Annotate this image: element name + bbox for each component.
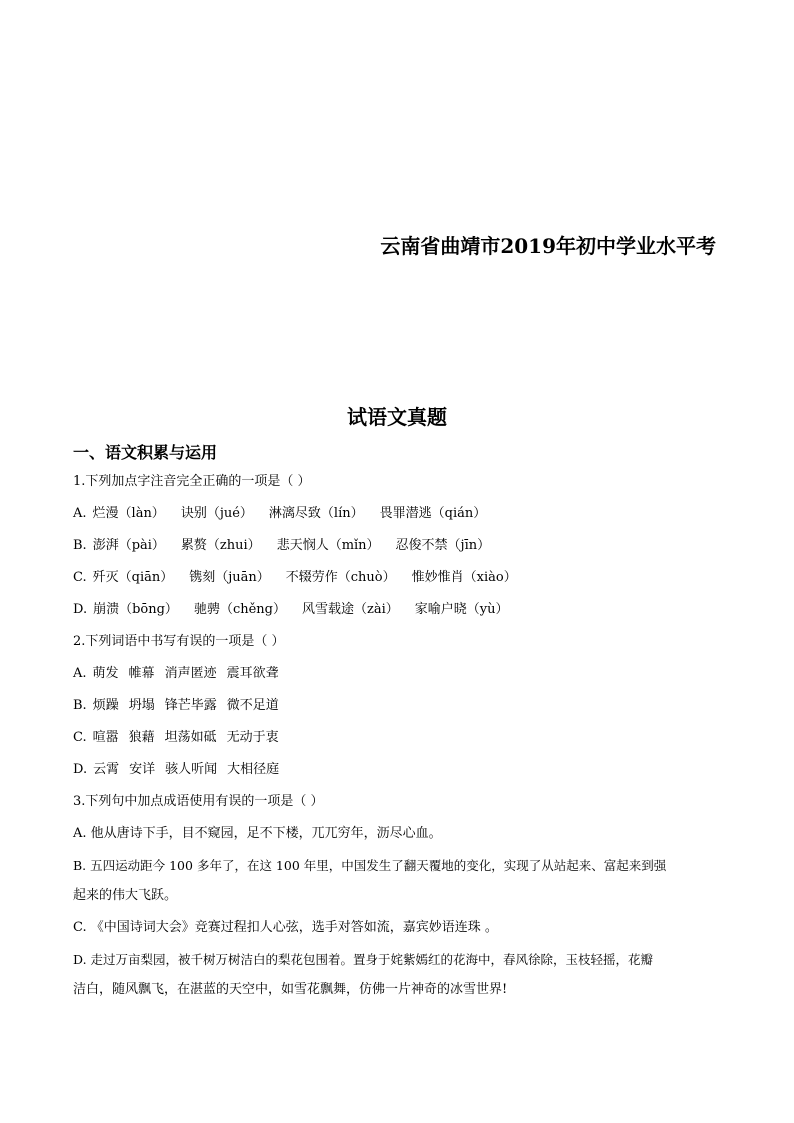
option-item: 消声匿迹 [164,666,217,681]
option-item: 萌发 [92,666,119,681]
section-heading: 一、语文积累与运用 [73,443,218,462]
option-item: 淋漓尽致（lín） [268,506,364,521]
option-item: 喧嚣 [92,730,119,745]
question-3-stem: 3.下列句中加点成语使用有误的一项是（ ） [73,794,324,809]
question-2-option-c [73,730,289,746]
option-item: 累赘（zhui） [180,538,261,553]
option-item: 崩溃（bōng） [93,602,178,617]
option-letter: C. [73,730,87,745]
option-item: 帷幕 [128,666,155,681]
option-item: 骇人听闻 [165,762,218,777]
option-item: 镌刻（juān） [189,570,270,585]
question-3-option-b-line-1: B. 五四运动距今 100 多年了，在这 100 年里，中国发生了翻天覆地的变化，实现了从站起来、富起来到强 [73,858,667,873]
question-2-option-b [73,698,289,714]
option-item: 风雪载途（zài） [301,602,399,617]
option-item: 歼灭（qiān） [92,570,174,585]
option-letter: A. [73,506,87,521]
option-letter: B. [73,698,87,713]
question-2-stem: 2.下列词语中书写有误的一项是（ ） [73,634,285,649]
option-item: 驰骋（chěng） [193,602,286,617]
document-subtitle: 试语文真题 [347,405,447,429]
option-item: 无动于衷 [226,730,279,745]
question-1-option-b [73,538,506,554]
option-item: 诀别（jué） [180,506,253,521]
option-item: 烦躁 [92,698,119,713]
option-item: 家喻户晓（yù） [414,602,509,617]
option-item: 惟妙惟肖（xiào） [411,570,517,585]
question-3-option-d-line-2: 洁白，随风飘飞，在湛蓝的天空中，如雪花飘舞，仿佛一片神奇的冰雪世界! [73,982,508,997]
question-3-option-c: C. 《中国诗词大会》竞赛过程扣人心弦，选手对答如流，嘉宾妙语连珠 。 [73,920,498,935]
option-item: 安详 [129,762,156,777]
option-item: 锋芒毕露 [164,698,217,713]
option-item: 大相径庭 [227,762,280,777]
option-item: 坍塌 [128,698,155,713]
option-item: 震耳欲聋 [226,666,279,681]
question-3-option-b-line-2: 起来的伟大飞跃。 [73,888,178,903]
option-item: 坦荡如砥 [164,730,217,745]
question-3-option-d-line-1: D. 走过万亩梨园，被千树万树洁白的梨花包围着。置身于姹紫嫣红的花海中，春风徐除，玉枝轻摇，花瓣 [73,952,654,967]
question-3-option-a: A. 他从唐诗下手，目不窥园，足不下楼，兀兀穷年，沥尽心血。 [73,826,442,841]
option-letter: A. [73,666,87,681]
option-letter: C. [73,570,87,585]
option-item: 不辍劳作（chuò） [285,570,396,585]
option-item: 悲天悯人（mǐn） [276,538,380,553]
option-letter: B. [73,538,87,553]
question-1-stem: 1.下列加点字注音完全正确的一项是（ ） [73,474,311,489]
option-item: 澎湃（pài） [92,538,165,553]
option-item: 狼藉 [128,730,155,745]
option-item: 微不足道 [226,698,279,713]
question-1-option-a [73,506,502,522]
question-2-option-d [73,762,289,778]
option-item: 烂漫（làn） [92,506,165,521]
option-letter: D. [73,602,88,617]
question-1-option-c [73,570,533,586]
question-2-option-a [73,666,289,682]
option-letter: D. [73,762,88,777]
option-item: 云霄 [93,762,120,777]
document-title: 云南省曲靖市2019年初中学业水平考 [380,234,716,258]
option-item: 畏罪潜逃（qián） [379,506,487,521]
option-item: 忍俊不禁（jīn） [395,538,491,553]
question-1-option-d [73,602,524,618]
